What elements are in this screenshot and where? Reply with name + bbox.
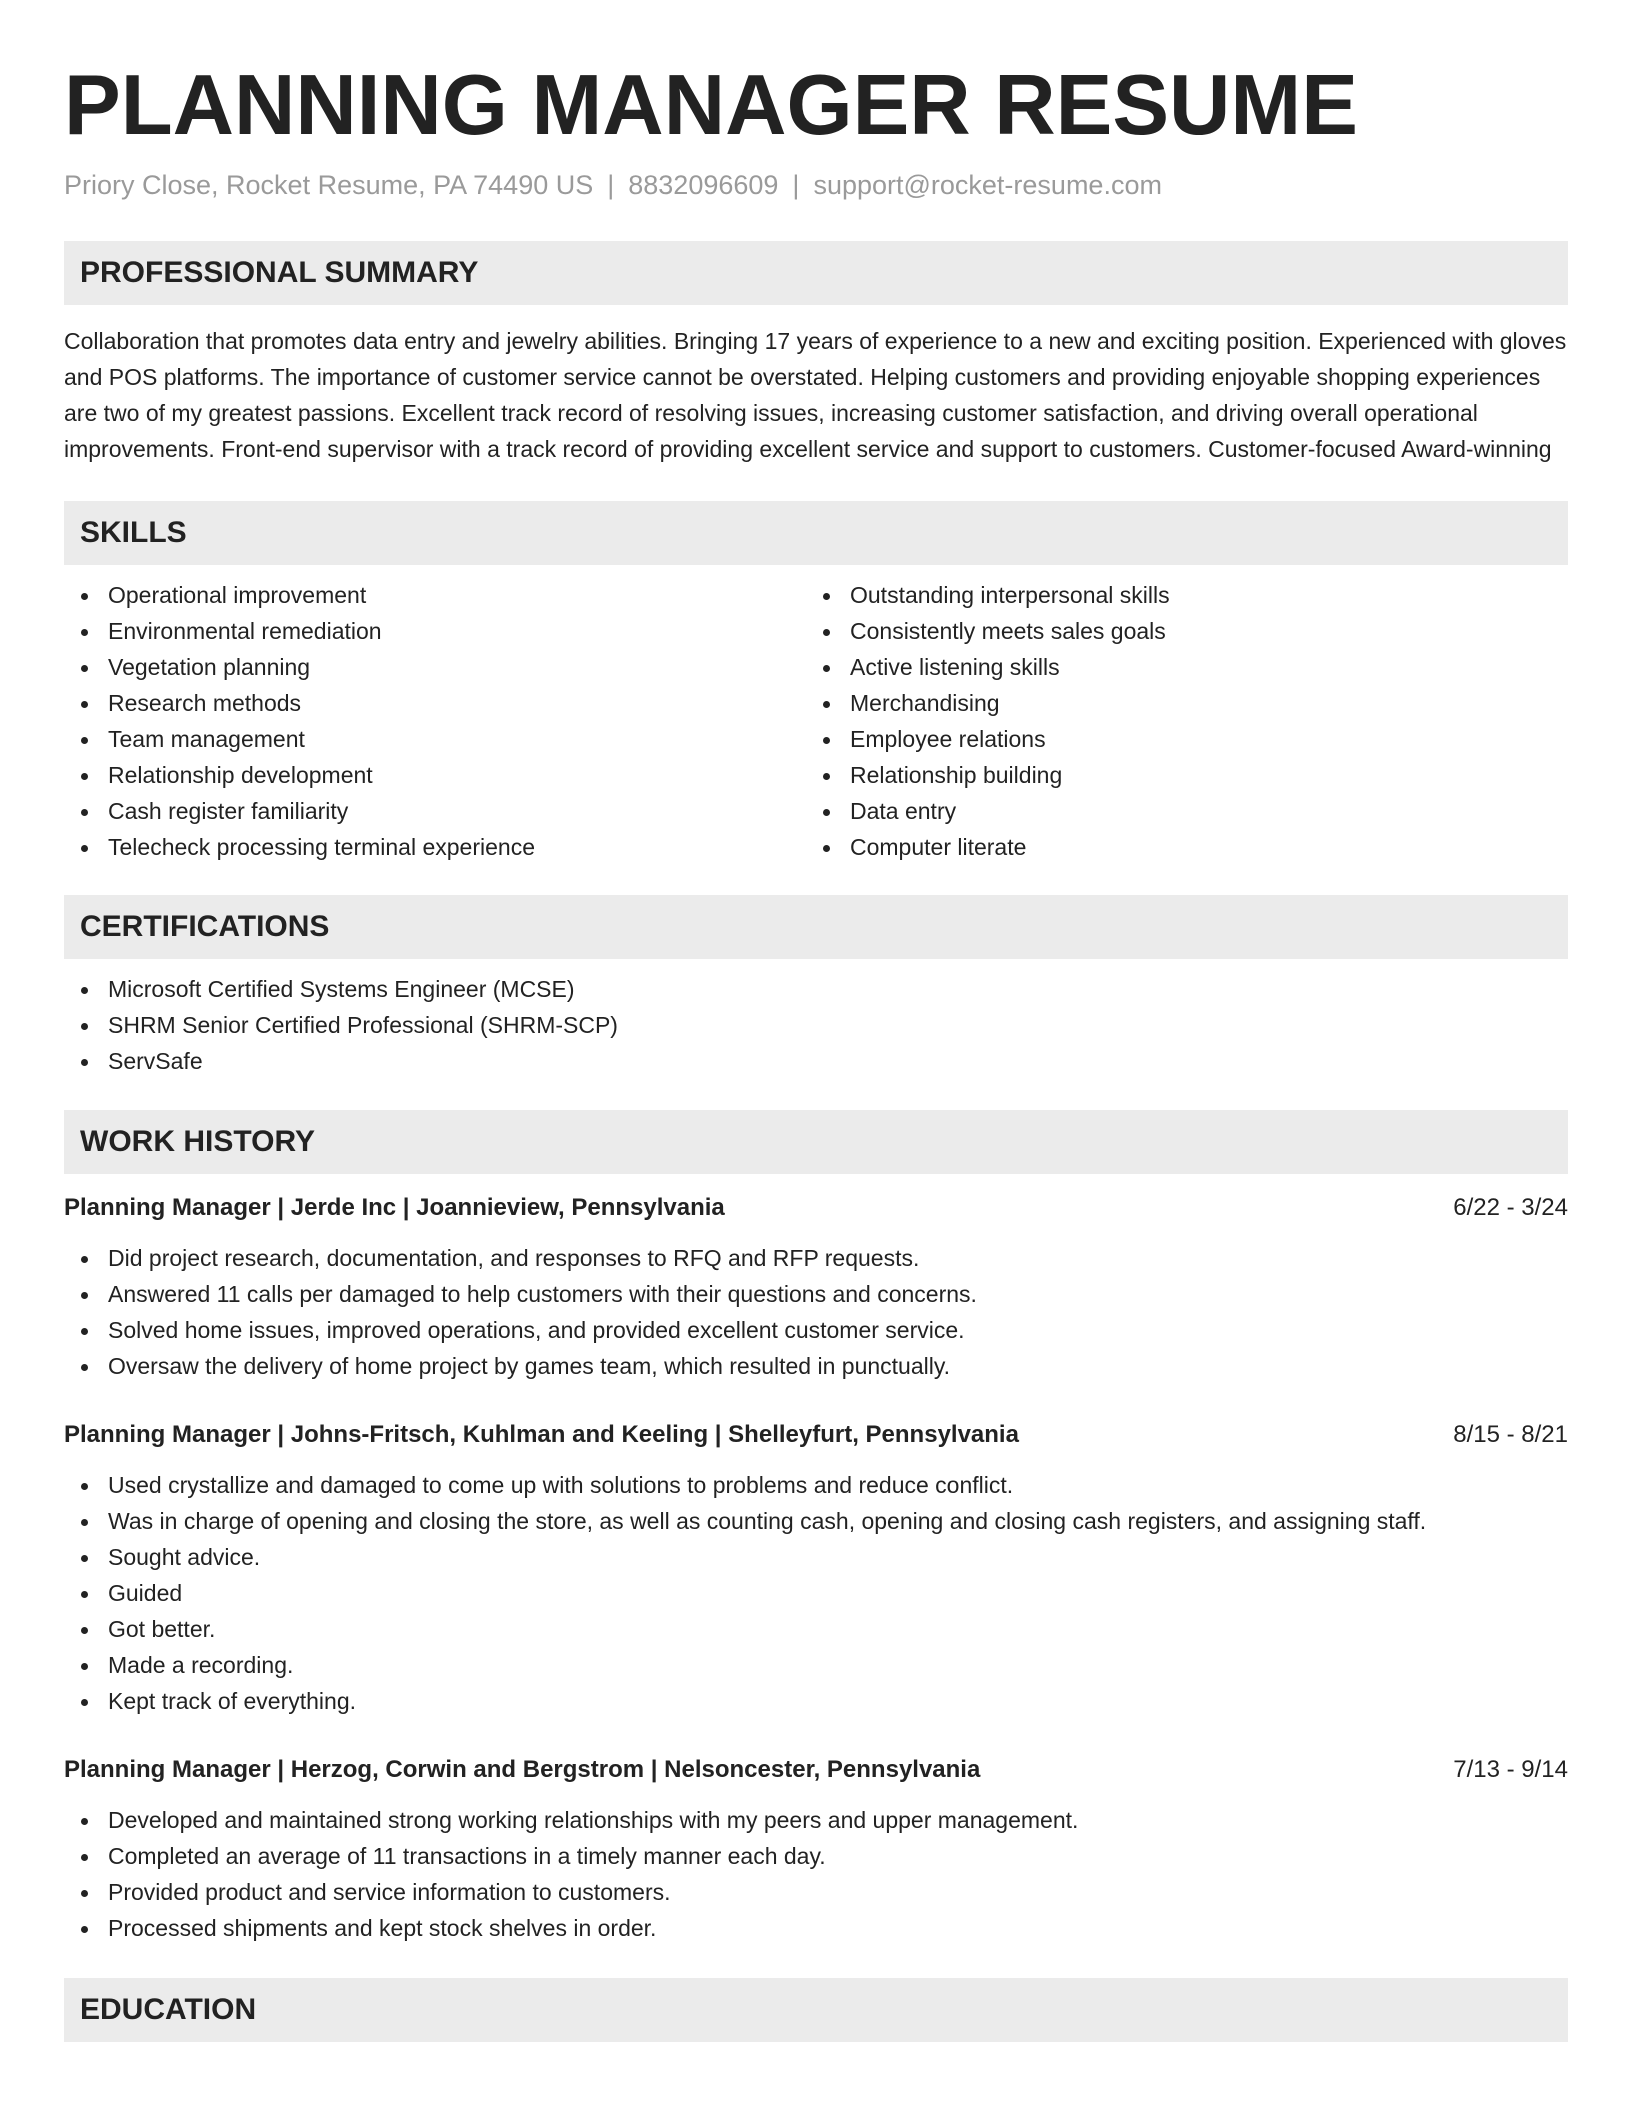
job-title: Planning Manager | Herzog, Corwin and Bergstrom | Nelsoncester, Pennsylvania bbox=[64, 1756, 981, 1783]
skill-item: Relationship development bbox=[64, 757, 806, 793]
skill-item: Active listening skills bbox=[806, 649, 1548, 685]
skill-item: Research methods bbox=[64, 685, 806, 721]
skill-item: Data entry bbox=[806, 793, 1548, 829]
certification-item: ServSafe bbox=[64, 1043, 1568, 1079]
skill-item: Merchandising bbox=[806, 685, 1548, 721]
job-dates: 6/22 - 3/24 bbox=[1453, 1194, 1568, 1221]
summary-heading: PROFESSIONAL SUMMARY bbox=[64, 241, 1568, 305]
contact-address: Priory Close, Rocket Resume, PA 74490 US bbox=[64, 170, 594, 200]
skills-list-right bbox=[806, 577, 1548, 865]
job-header bbox=[64, 1752, 1568, 1788]
skills-list-left bbox=[64, 577, 806, 865]
skills-heading: SKILLS bbox=[64, 501, 1568, 565]
job-entry bbox=[64, 1417, 1568, 1719]
job-bullet: Completed an average of 11 transactions in a timely manner each day. bbox=[64, 1838, 1568, 1874]
job-bullet: Got better. bbox=[64, 1611, 1568, 1647]
contact-separator: | bbox=[607, 170, 615, 200]
skill-item: Consistently meets sales goals bbox=[806, 613, 1548, 649]
skill-item: Relationship building bbox=[806, 757, 1548, 793]
resume-title: PLANNING MANAGER RESUME bbox=[64, 58, 1358, 153]
job-bullet: Guided bbox=[64, 1575, 1568, 1611]
job-bullet: Made a recording. bbox=[64, 1647, 1568, 1683]
skill-item: Telecheck processing terminal experience bbox=[64, 829, 806, 865]
job-bullet: Answered 11 calls per damaged to help customers with their questions and concerns. bbox=[64, 1276, 1568, 1312]
contact-email[interactable]: support@rocket-resume.com bbox=[813, 170, 1162, 200]
skill-item: Outstanding interpersonal skills bbox=[806, 577, 1548, 613]
skill-item: Employee relations bbox=[806, 721, 1548, 757]
skill-item: Cash register familiarity bbox=[64, 793, 806, 829]
contact-line bbox=[64, 168, 1568, 202]
summary-text: Collaboration that promotes data entry and jewelry abilities. Bringing 17 years of experience to a new and exciting position. Experienced with gloves and POS platforms. The importance of customer service cannot be overstated. Helping customers and providing enjoyable shopping experiences are two of my greatest passions. Excellent track record of resolving issues, increasing customer satisfaction, and driving overall operational improvements. Front-end supervisor with a track record of providing excellent service and support to customers. Customer-focused Award-winning bbox=[64, 328, 1567, 462]
job-header bbox=[64, 1190, 1568, 1226]
job-entry bbox=[64, 1190, 1568, 1384]
skill-item: Computer literate bbox=[806, 829, 1548, 865]
certifications-heading: CERTIFICATIONS bbox=[64, 895, 1568, 959]
education-heading: EDUCATION bbox=[64, 1978, 1568, 2042]
job-bullets bbox=[64, 1240, 1568, 1384]
contact-separator: | bbox=[792, 170, 800, 200]
certification-item: Microsoft Certified Systems Engineer (MCSE) bbox=[64, 971, 1568, 1007]
certifications-list bbox=[64, 971, 1568, 1079]
job-bullet: Oversaw the delivery of home project by games team, which resulted in punctually. bbox=[64, 1348, 1568, 1384]
skill-item: Vegetation planning bbox=[64, 649, 806, 685]
skill-item: Operational improvement bbox=[64, 577, 806, 613]
certification-item: SHRM Senior Certified Professional (SHRM-SCP) bbox=[64, 1007, 1568, 1043]
job-bullet: Solved home issues, improved operations, and provided excellent customer service. bbox=[64, 1312, 1568, 1348]
job-bullet: Processed shipments and kept stock shelves in order. bbox=[64, 1910, 1568, 1946]
job-title: Planning Manager | Johns-Fritsch, Kuhlman and Keeling | Shelleyfurt, Pennsylvania bbox=[64, 1421, 1019, 1448]
job-bullet: Developed and maintained strong working relationships with my peers and upper management. bbox=[64, 1802, 1568, 1838]
job-header bbox=[64, 1417, 1568, 1453]
job-entry bbox=[64, 1752, 1568, 1946]
job-bullet: Sought advice. bbox=[64, 1539, 1568, 1575]
job-bullet: Provided product and service information to customers. bbox=[64, 1874, 1568, 1910]
job-bullets bbox=[64, 1467, 1568, 1719]
job-bullet: Kept track of everything. bbox=[64, 1683, 1568, 1719]
job-title: Planning Manager | Jerde Inc | Joannieview, Pennsylvania bbox=[64, 1194, 725, 1221]
job-dates: 7/13 - 9/14 bbox=[1453, 1756, 1568, 1783]
job-bullets bbox=[64, 1802, 1568, 1946]
skills-grid bbox=[64, 577, 1568, 865]
job-dates: 8/15 - 8/21 bbox=[1453, 1421, 1568, 1448]
job-bullet: Used crystallize and damaged to come up with solutions to problems and reduce conflict. bbox=[64, 1467, 1568, 1503]
skill-item: Environmental remediation bbox=[64, 613, 806, 649]
resume-page bbox=[64, 0, 1568, 2042]
job-bullet: Was in charge of opening and closing the store, as well as counting cash, opening and closing cash registers, and assigning staff. bbox=[64, 1503, 1568, 1539]
skill-item: Team management bbox=[64, 721, 806, 757]
job-bullet: Did project research, documentation, and responses to RFQ and RFP requests. bbox=[64, 1240, 1568, 1276]
contact-phone: 8832096609 bbox=[628, 170, 779, 200]
work-history-heading: WORK HISTORY bbox=[64, 1110, 1568, 1174]
